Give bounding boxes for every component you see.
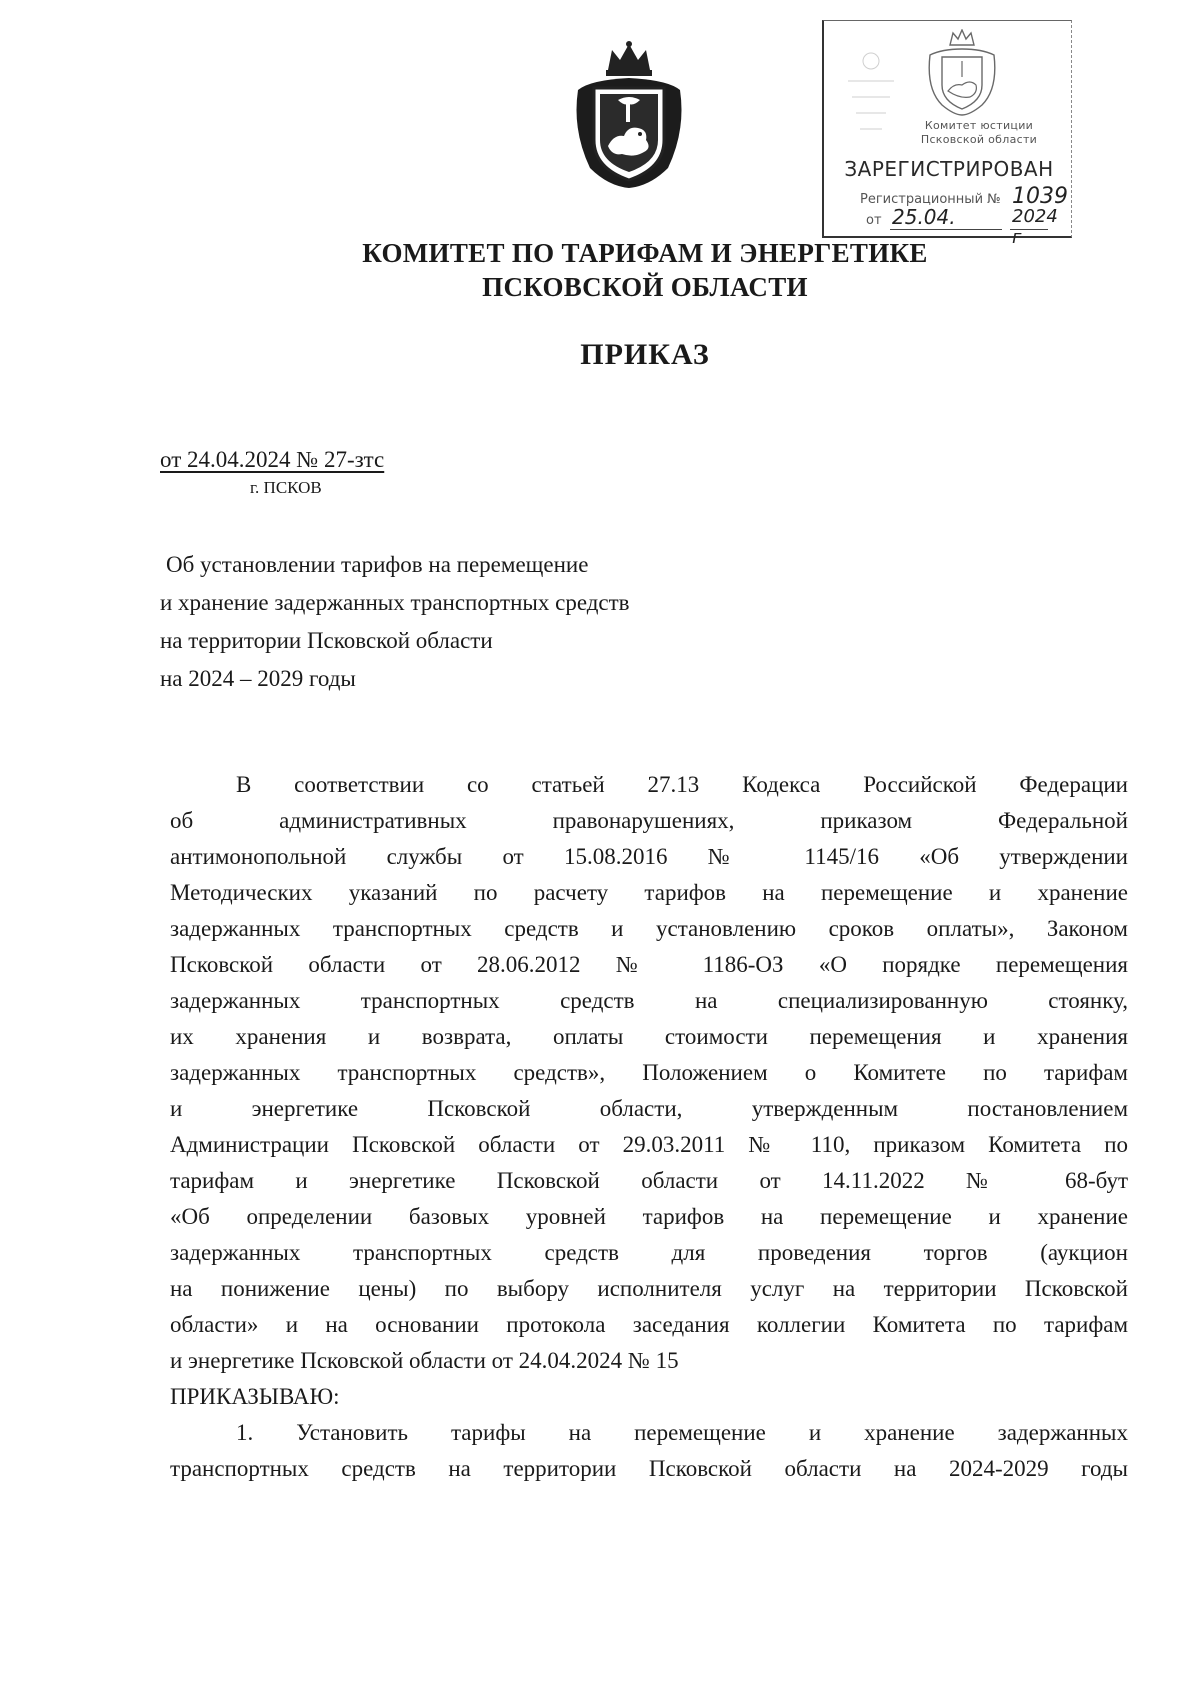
order-subject bbox=[160, 546, 860, 698]
stamp-regno: 1039 bbox=[1012, 184, 1068, 209]
body-line: «Об определении базовых уровней тарифов на перемещение и хранение bbox=[170, 1204, 1128, 1229]
coat-of-arms-emblem bbox=[568, 40, 690, 190]
subject-line: и хранение задержанных транспортных средств bbox=[160, 590, 630, 615]
document-type-title: ПРИКАЗ bbox=[580, 338, 710, 371]
organization-name-line2: ПСКОВСКОЙ ОБЛАСТИ bbox=[482, 272, 808, 302]
body-line: 1. Установить тарифы на перемещение и хранение задержанных bbox=[236, 1420, 1128, 1445]
subject-line: на 2024 – 2029 годы bbox=[160, 666, 356, 691]
body-line: задержанных транспортных средств для проведения торгов (аукцион bbox=[170, 1240, 1128, 1265]
order-directive: ПРИКАЗЫВАЮ: bbox=[170, 1384, 340, 1409]
stamp-org-line1: Комитет юстиции bbox=[924, 119, 1034, 132]
stamp-coat-of-arms-icon bbox=[922, 29, 1002, 117]
body-line: об административных правонарушениях, приказом Федеральной bbox=[170, 808, 1128, 833]
body-line: Псковской области от 28.06.2012 № 1186-ОЗ «О порядке перемещения bbox=[170, 952, 1128, 977]
body-line: их хранения и возврата, оплаты стоимости перемещения и хранения bbox=[170, 1024, 1128, 1049]
body-line: и энергетике Псковской области от 24.04.2024 № 15 bbox=[170, 1348, 679, 1373]
body-line: В соответствии со статьей 27.13 Кодекса Российской Федерации bbox=[236, 772, 1128, 797]
stamp-date-day: 25.04. bbox=[892, 205, 956, 229]
order-date-number: от 24.04.2024 № 27-зтс bbox=[160, 447, 385, 472]
stamp-year-underline bbox=[1010, 229, 1048, 230]
subject-line: Об установлении тарифов на перемещение bbox=[166, 552, 589, 577]
stamp-title: ЗАРЕГИСТРИРОВАН bbox=[844, 157, 1054, 181]
stamp-org-line2: Псковской области bbox=[920, 133, 1038, 146]
body-line: области» и на основании протокола заседания коллегии Комитета по тарифам bbox=[170, 1312, 1128, 1337]
stamp-date-underline bbox=[890, 229, 1002, 230]
body-line: Администрации Псковской области от 29.03.2011 № 110, приказом Комитета по bbox=[170, 1132, 1128, 1157]
subject-line: на территории Псковской области bbox=[160, 628, 493, 653]
registration-stamp bbox=[822, 20, 1072, 248]
stamp-date-label: от bbox=[866, 213, 882, 228]
stamp-date-year: 2024 г bbox=[1012, 206, 1058, 248]
body-line: антимонопольной службы от 15.08.2016 № 1145/16 «Об утверждении bbox=[170, 844, 1128, 869]
body-line: транспортных средств на территории Псковской области на 2024-2029 годы bbox=[170, 1456, 1128, 1481]
order-city: г. ПСКОВ bbox=[250, 478, 322, 497]
stamp-regno-label: Регистрационный № bbox=[860, 192, 1001, 207]
body-line: на понижение цены) по выбору исполнителя услуг на территории Псковской bbox=[170, 1276, 1128, 1301]
body-line: тарифам и энергетике Псковской области от 14.11.2022 № 68-бут bbox=[170, 1168, 1128, 1193]
body-line: и энергетике Псковской области, утвержденным постановлением bbox=[170, 1096, 1128, 1121]
body-line: Методических указаний по расчету тарифов на перемещение и хранение bbox=[170, 880, 1128, 905]
body-line: задержанных транспортных средств», Положением о Комитете по тарифам bbox=[170, 1060, 1128, 1085]
organization-name-line1: КОМИТЕТ ПО ТАРИФАМ И ЭНЕРГЕТИКЕ bbox=[362, 238, 928, 268]
body-line: задержанных транспортных средств и установлению сроков оплаты», Законом bbox=[170, 916, 1128, 941]
body-line: задержанных транспортных средств на специализированную стоянку, bbox=[170, 988, 1128, 1013]
